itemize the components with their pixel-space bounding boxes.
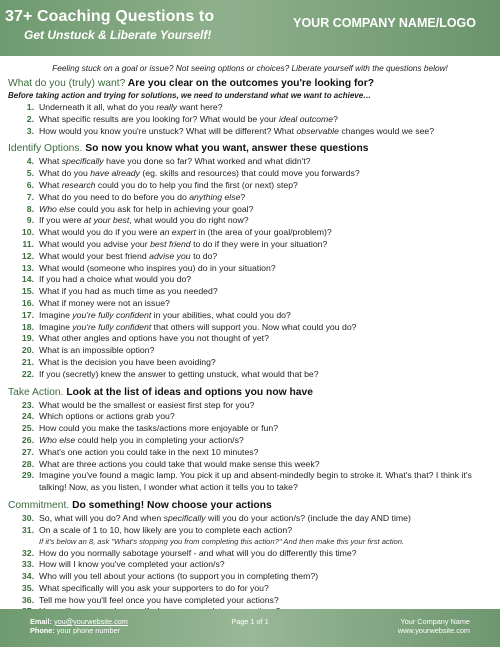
question-item (8, 369, 494, 381)
section-heading (8, 500, 494, 512)
question-text: If you were at your best, what would you do right now? (39, 215, 249, 226)
question-item (8, 333, 494, 345)
question-text: If you (secretly) knew the answer to getting unstuck, what would that be? (39, 368, 319, 379)
question-number: 34. (21, 571, 34, 582)
page-number: Page 1 of 1 (231, 617, 269, 626)
question-list (8, 156, 494, 380)
section-heading (8, 78, 494, 90)
question-text: What if money were not an issue? (39, 297, 170, 308)
question-text: Tell me how you'll feel once you have completed your actions? (39, 594, 279, 605)
question-item (8, 571, 494, 583)
question-item (8, 204, 494, 216)
question-list (8, 513, 494, 537)
question-text: What do you need to do before you do anything else? (39, 191, 246, 202)
question-item (8, 400, 494, 412)
scale-note: If it's below an 8, ask "What's stopping you from completing this action?" And then make this your first action. (39, 536, 405, 546)
question-list (8, 400, 494, 494)
question-text: What specifically will you ask your supporters to do for you? (39, 582, 269, 593)
question-number: 36. (21, 594, 34, 605)
question-item (8, 102, 494, 114)
question-text: What if you had as much time as you needed? (39, 286, 218, 297)
question-text: Who else could you ask for help in achieving your goal? (39, 203, 254, 214)
question-item (8, 423, 494, 435)
question-item (8, 595, 494, 607)
question-number: 31. (21, 524, 34, 535)
question-item (8, 227, 494, 239)
question-number: 10. (21, 227, 34, 238)
section-action (8, 387, 494, 494)
question-item (8, 298, 494, 310)
question-item (8, 357, 494, 369)
question-text: What would (someone who inspires you) do in your situation? (39, 262, 276, 273)
question-number: 20. (21, 345, 34, 356)
footer-company-name: Your Company Name (400, 617, 470, 626)
email-link[interactable]: you@yourwebsite.com (53, 617, 128, 626)
document-body (8, 78, 494, 624)
question-number: 15. (21, 286, 34, 297)
question-item (8, 168, 494, 180)
question-number: 14. (21, 274, 34, 285)
question-item (8, 239, 494, 251)
page-subtitle: Get Unstuck & Liberate Yourself! (24, 28, 212, 42)
section-heading-text: So now you know what you want, answer these questions (82, 143, 369, 155)
question-number: 12. (21, 250, 34, 261)
question-text: Underneath it all, what do you really want here? (39, 102, 223, 112)
question-text: What research could you do to help you find the first (or next) step? (39, 179, 298, 190)
question-text: Imagine you're fully confident that others will support you. Now what could you do? (39, 321, 357, 332)
question-item (8, 180, 494, 192)
question-number: 18. (21, 321, 34, 332)
question-item (8, 263, 494, 275)
phone-label: Phone: (30, 626, 55, 635)
question-item (8, 345, 494, 357)
question-item (8, 310, 494, 322)
question-number: 19. (21, 333, 34, 344)
question-text: What is an impossible option? (39, 345, 155, 356)
question-number: 3. (26, 125, 34, 136)
question-number: 6. (26, 179, 34, 190)
section-heading (8, 387, 494, 399)
phone-number: your phone number (56, 626, 121, 635)
question-text: Imagine you've found a magic lamp. You pick it up and absent-mindedly begin to stroke it. What's that? I think it's talking! Now, as you listen, I wonder what action it tells you to take? (39, 470, 472, 493)
section-lead: Commitment. (8, 499, 70, 511)
question-text: What specific results are you looking for? What would be your ideal outcome? (39, 113, 338, 124)
company-logo-text: YOUR COMPANY NAME/LOGO (293, 16, 476, 30)
header-banner (0, 0, 500, 56)
question-item (8, 286, 494, 298)
question-text: Who will you tell about your actions (to support you in completing them?) (39, 571, 319, 582)
question-text: What would you advise your best friend to do if they were in your situation? (39, 238, 328, 249)
section-subtitle: Before taking action and trying for solutions, we need to understand what we want to achieve… (8, 91, 372, 100)
question-item (8, 583, 494, 595)
question-item (8, 215, 494, 227)
question-number: 28. (21, 458, 34, 469)
question-number: 33. (21, 559, 34, 570)
question-item (8, 126, 494, 138)
question-number: 35. (21, 582, 34, 593)
question-list (8, 548, 494, 619)
section-heading-text: Look at the list of ideas and options you now have (63, 386, 313, 398)
question-number: 8. (26, 203, 34, 214)
section-want (8, 78, 494, 137)
question-item (8, 525, 494, 537)
question-list (8, 102, 494, 137)
question-item (8, 559, 494, 571)
question-number: 1. (26, 102, 34, 112)
question-number: 16. (21, 297, 34, 308)
question-text: If you had a choice what would you do? (39, 274, 192, 285)
section-lead: Take Action. (8, 386, 64, 398)
question-item (8, 251, 494, 263)
question-text: What specifically have you done so far? What worked and what didn't? (39, 156, 311, 167)
question-number: 5. (26, 168, 34, 179)
section-options (8, 143, 494, 380)
footer-company (398, 617, 470, 635)
question-text: So, what will you do? And when specifically will you do your action/s? (include the day AND time) (39, 512, 411, 523)
question-text: What would be the smallest or easiest first step for you? (39, 399, 255, 410)
question-item (8, 548, 494, 560)
question-number: 17. (21, 309, 34, 320)
question-number: 4. (26, 156, 34, 167)
question-item (8, 435, 494, 447)
question-number: 22. (21, 368, 34, 379)
intro-text: Feeling stuck on a goal or issue? Not seeing options or choices? Liberate yourself with the questions below! (52, 63, 448, 73)
question-item (8, 447, 494, 459)
question-number: 29. (21, 470, 34, 481)
question-number: 13. (21, 262, 34, 273)
question-number: 23. (21, 399, 34, 410)
email-label: Email: (30, 617, 52, 626)
page-title: 37+ Coaching Questions to (5, 8, 215, 25)
question-number: 2. (26, 113, 34, 124)
question-number: 21. (21, 356, 34, 367)
question-number: 24. (21, 411, 34, 422)
question-text: Which options or actions grab you? (39, 411, 175, 422)
question-text: What would your best friend advise you to do? (39, 250, 218, 261)
question-item (8, 156, 494, 168)
question-text: What's one action you could take in the next 10 minutes? (39, 446, 259, 457)
question-text: What would you do if you were an expert in (the area of your goal/problem)? (39, 227, 332, 238)
footer-website-link[interactable]: www.yourwebsite.com (397, 626, 470, 635)
question-number: 25. (21, 423, 34, 434)
question-item (8, 192, 494, 204)
section-heading (8, 143, 494, 155)
question-number: 27. (21, 446, 34, 457)
section-heading-text: Are you clear on the outcomes you're looking for? (125, 78, 374, 89)
question-text: What are three actions you could take that would make sense this week? (39, 458, 320, 469)
question-number: 30. (21, 512, 34, 523)
question-item (8, 114, 494, 126)
question-text: Who else could help you in completing your action/s? (39, 434, 244, 445)
question-text: Imagine you're fully confident in your abilities, what could you do? (39, 309, 291, 320)
question-text: How do you normally sabotage yourself - and what will you do differently this time? (39, 547, 357, 558)
footer-banner (0, 609, 500, 647)
question-item (8, 322, 494, 334)
question-text: On a scale of 1 to 10, how likely are you to complete each action? (39, 524, 293, 535)
question-item (8, 459, 494, 471)
question-number: 11. (22, 238, 34, 249)
question-number: 7. (26, 191, 34, 202)
question-text: How could you make the tasks/actions more enjoyable or fun? (39, 423, 279, 434)
question-item (8, 470, 494, 494)
question-item (8, 513, 494, 525)
section-lead: What do you (truly) want? (8, 78, 126, 89)
question-number: 26. (21, 434, 34, 445)
question-item (8, 274, 494, 286)
section-lead: Identify Options. (8, 143, 83, 155)
question-text: How will I know you've completed your action/s? (39, 559, 225, 570)
question-item (8, 411, 494, 423)
section-heading-text: Do something! Now choose your actions (69, 499, 272, 511)
question-number: 9. (26, 215, 34, 226)
section-commitment (8, 500, 494, 618)
question-text: What do you have already (eg. skills and resources) that could move you forwards? (39, 168, 360, 179)
question-number: 32. (21, 547, 34, 558)
question-text: What other angles and options have you not thought of yet? (39, 333, 269, 344)
question-text: How would you know you're unstuck? What will be different? What observable changes would we see? (39, 125, 435, 136)
question-text: What is the decision you have been avoiding? (39, 356, 216, 367)
